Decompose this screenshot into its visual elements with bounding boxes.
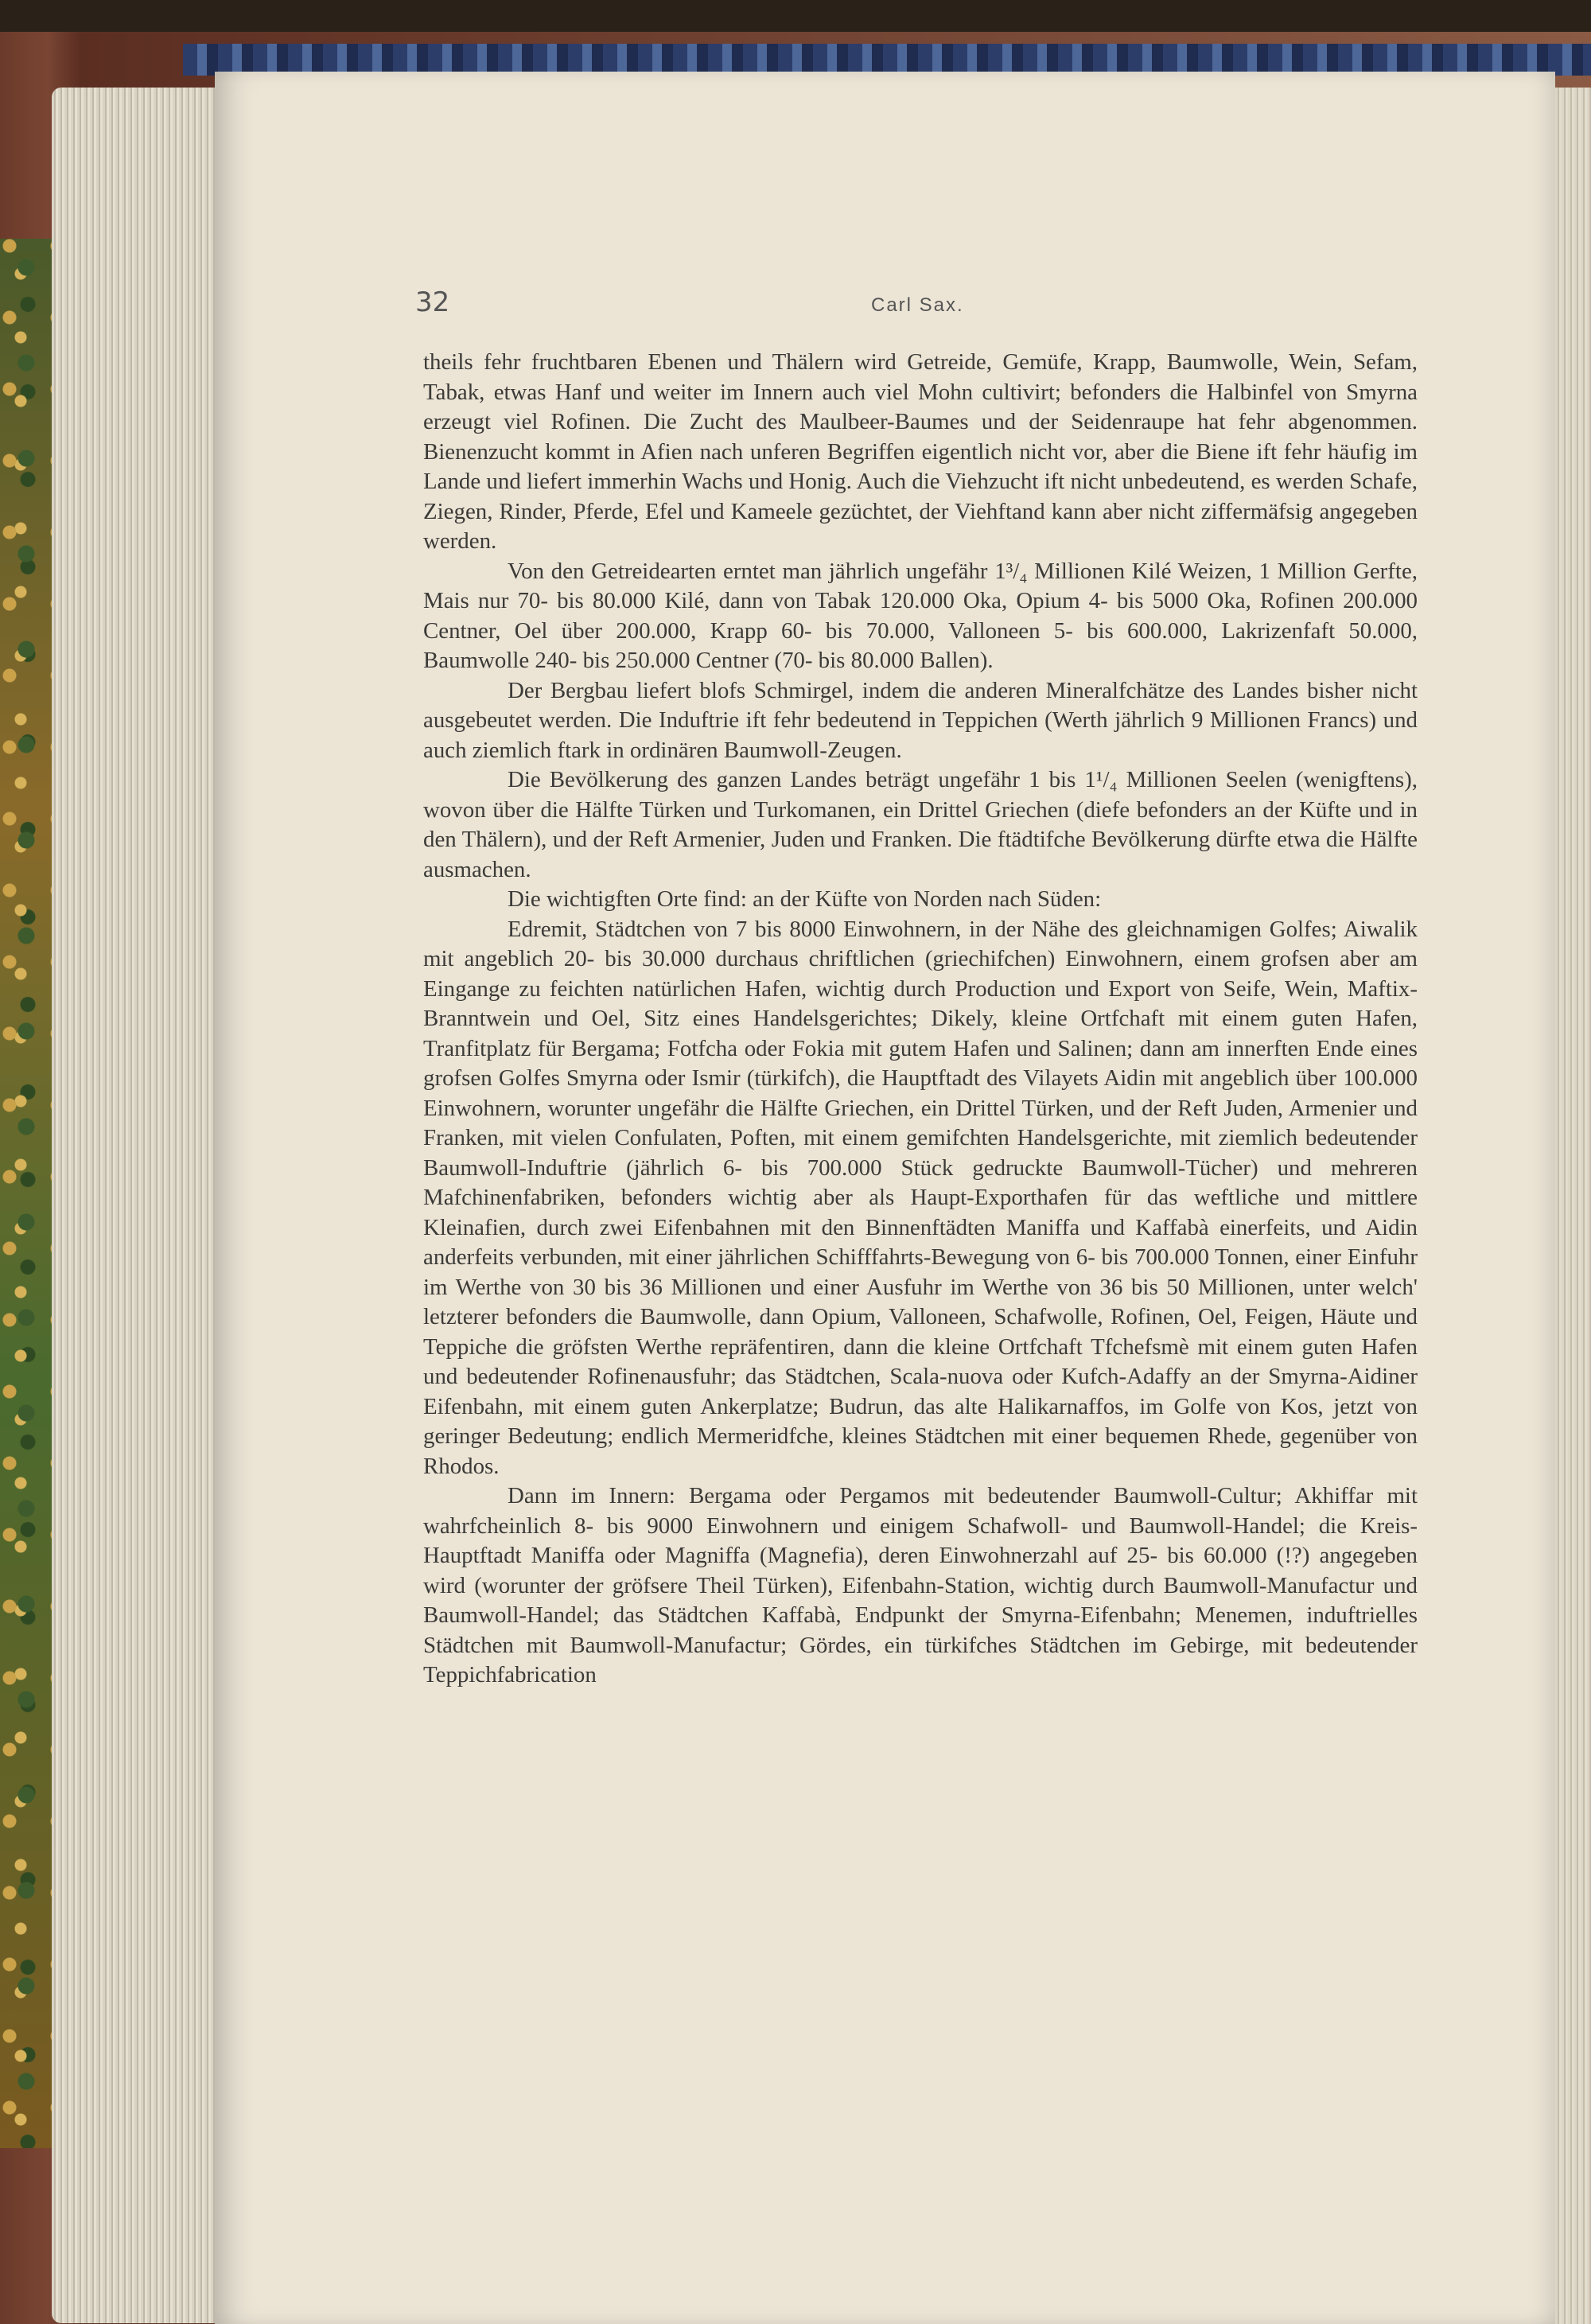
paragraph: Edremit, Städtchen von 7 bis 8000 Einwohnern, in der Nähe des gleichnamigen Golfes; Aiwalik mit angeblich 20- bis 30.000 durchaus chriftlichen (griechifchen) Einwohnern, einem grofsen aber am Eingange zu feichten natürlichen Hafen, wichtig durch Production und Export von Seife, Wein, Maftix-Branntwein und Oel, Sitz eines Handelsgerichtes; Dikely, kleine Ortfchaft mit einem guten Hafen, Tranfitplatz für Bergama; Fotfcha oder Fokia mit gutem Hafen und Salinen; dann am innerften Ende eines grofsen Golfes Smyrna oder Ismir (türkifch), die Hauptftadt des Vilayets Aidin mit angeblich über 100.000 Einwohnern, worunter ungefähr die Hälfte Griechen, ein Drittel Türken, und der Reft Juden, Armenier und Franken, mit vielen Confulaten, Poften, mit einem gemifchten Handelsgerichte, mit ziemlich bedeutender Baumwoll-Induftrie (jährlich 6- bis 700.000 Stück gedruckte Baumwoll-Tücher) und mehreren Mafchinenfabriken, befonders wichtig aber als Haupt-Exporthafen für das weftliche und mittlere Kleinafien, durch zwei Eifenbahnen mit den Binnenftädten Maniffa und Kaffabà einerfeits, und Aidin anderfeits verbunden, mit einer jährlichen Schifffahrts-Bewegung von 6- bis 700.000 Tonnen, einer Einfuhr im Werthe von 30 bis 36 Millionen und einer Ausfuhr im Werthe von 36 bis 50 Millionen, unter welch' letzterer befonders die Baumwolle, dann Opium, Valloneen, Schafwolle, Rofinen, Oel, Feigen, Häute und Teppiche die gröfsten Werthe repräfentiren, dann die kleine Ortfchaft Tfchefsmè mit einem guten Hafen und bedeutender Rofinenausfuhr; das Städtchen, Scala-nuova oder Kufch-Adaffy an der Smyrna-Aidiner Eifenbahn, mit einem guten Ankerplatze; Budrun, das alte Halikarnaffos, im Golfe von Kos, jetzt von geringer Bedeutung; endlich Mermeridfche, kleines Städtchen mit einer bequemen Rhede, gegenüber von Rhodos. [423, 916, 1418, 1479]
page-number: 32 [415, 286, 450, 318]
paragraph: Die Bevölkerung des ganzen Landes beträgt ungefähr 1 bis 1¹/₄ Millionen Seelen (wenigftens), wovon über die Hälfte Türken und Turkomanen, ein Drittel Griechen (diefe befonders an der Küfte und in den Thälern), und der Reft Armenier, Juden und Franken. Die ftädtifche Bevölkerung dürfte etwa die Hälfte ausmachen. [423, 767, 1418, 882]
paragraph: Dann im Innern: Bergama oder Pergamos mit bedeutender Baumwoll-Cultur; Akhiffar mit wahrfcheinlich 8- bis 9000 Einwohnern und einigem Schafwoll- und Baumwoll-Handel; die Kreis-Hauptftadt Maniffa oder Magniffa (Magnefia), deren Einwohnerzahl auf 25- bis 60.000 (!?) angegeben wird (worunter der gröfsere Theil Türken), Eifenbahn-Station, wichtig durch Baumwoll-Manufactur und Baumwoll-Handel; das Städtchen Kaffabà, Endpunkt der Smyrna-Eifenbahn; Menemen, induftrielles Städtchen mit Baumwoll-Manufactur; Gördes, ein türkifches Städtchen im Gebirge, mit bedeutender Teppichfabrication [423, 1483, 1418, 1688]
page-edges-right [1555, 88, 1591, 2324]
running-head: Carl Sax. [871, 294, 964, 316]
body-text [423, 348, 1418, 1691]
cover-top-band [183, 44, 1591, 76]
paragraph: Der Bergbau liefert blofs Schmirgel, indem die anderen Mineralfchätze des Landes bisher nicht ausgebeutet werden. Die Induftrie ift fehr bedeutend in Teppichen (Werth jährlich 9 Millionen Francs) und auch ziemlich ftark in ordinären Baumwoll-Zeugen. [423, 677, 1418, 763]
paragraph: Die wichtigften Orte find: an der Küfte von Norden nach Süden: [508, 886, 1102, 912]
paragraph: Von den Getreidearten erntet man jährlich ungefähr 1³/₄ Millionen Kilé Weizen, 1 Million Gerfte, Mais nur 70- bis 80.000 Kilé, dann von Tabak 120.000 Oka, Opium 4- bis 5000 Oka, Rofinen 200.000 Centner, Oel über 200.000, Krapp 60- bis 70.000, Valloneen 5- bis 600.000, Lakrizenfaft 50.000, Baumwolle 240- bis 250.000 Centner (70- bis 80.000 Ballen). [423, 558, 1418, 673]
page-edges-left [52, 88, 227, 2323]
paragraph: theils fehr fruchtbaren Ebenen und Thälern wird Getreide, Gemüfe, Krapp, Baumwolle, Wein, Sefam, Tabak, etwas Hanf und weiter im Innern auch viel Mohn cultivirt; befonders die Halbinfel von Smyrna erzeugt viel Rofinen. Die Zucht des Maulbeer-Baumes und der Seidenraupe hat fehr abgenommen. Bienenzucht kommt in Afien nach unferen Begriffen eigentlich nicht vor, aber die Biene ift fehr häufig im Lande und liefert immerhin Wachs und Honig. Auch die Viehzucht ift nicht unbedeutend, es werden Schafe, Ziegen, Rinder, Pferde, Efel und Kameele gezüchtet, der Viehftand kann aber nicht ziffermäfsig angegeben werden. [423, 349, 1418, 554]
marbled-endpaper [0, 239, 56, 2148]
